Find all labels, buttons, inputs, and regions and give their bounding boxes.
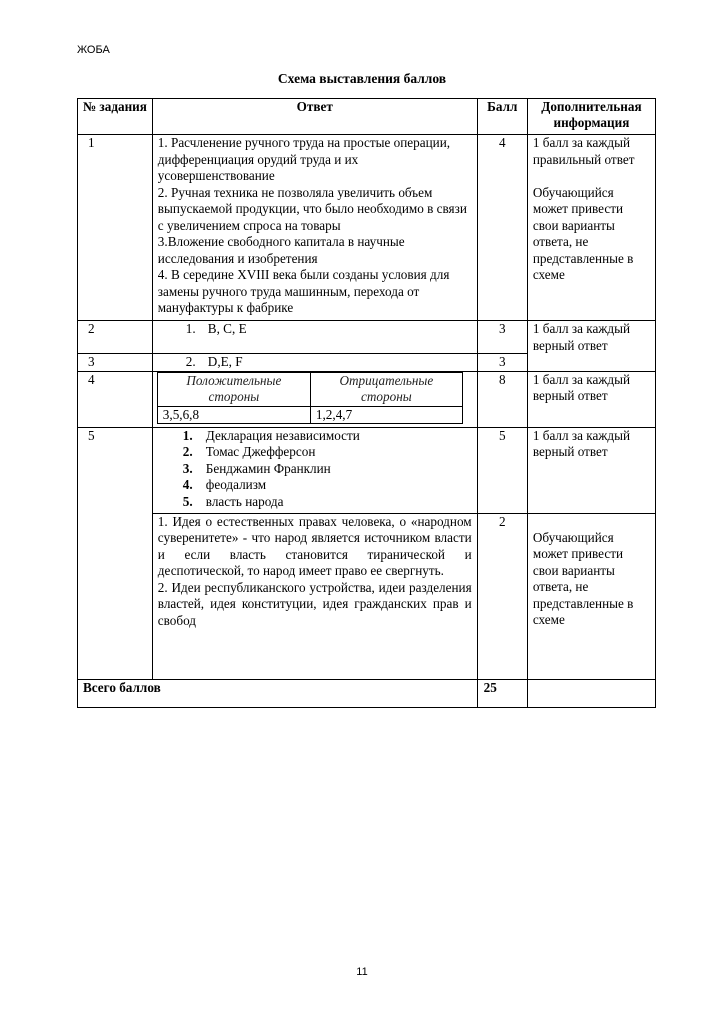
- score-value: 8: [477, 371, 527, 427]
- item-number: 2.: [182, 444, 193, 459]
- answer-text: 1. Расчленение ручного труда на простые операции, дифференциация орудий труда и их усовершенствование 2. Ручная техника не позволяла увеличить объем выпускаемой продукции, что было необходимо в связи с увеличением спроса на товары 3.Вложение свободного капитала в научные исследования и изобретения 4. В середине XVIII века были созданы условия для замены ручного труда машинным, перехода от мануфактуры к фабрике: [152, 135, 477, 321]
- list-item: [158, 354, 472, 371]
- item-text: D,E, F: [207, 354, 243, 369]
- answer-cell: [152, 321, 477, 354]
- score-value: 2: [477, 513, 527, 679]
- info-text: 1 балл за каждый верный ответ: [527, 427, 655, 513]
- page-number: 11: [356, 966, 368, 978]
- item-number: 4.: [182, 477, 193, 492]
- list-item: [158, 321, 472, 338]
- table-row: [78, 371, 656, 427]
- score-value: 5: [477, 427, 527, 513]
- item-number: 1.: [182, 427, 193, 443]
- list-item: [158, 494, 472, 511]
- list-item: [158, 444, 472, 461]
- positive-sides-value: 3,5,6,8: [157, 406, 310, 424]
- column-header-info: Дополнительная информация: [527, 99, 655, 135]
- task-number: 5: [78, 427, 153, 679]
- info-text: 1 балл за каждый верный ответ: [527, 371, 655, 427]
- item-text: власть народа: [205, 493, 284, 509]
- total-row: [78, 679, 656, 707]
- column-header-score: Балл: [477, 99, 527, 135]
- answer-text: 1. Идея о естественных правах человека, о «народном суверенитете» - что народ является источником власти и если власть становится тиранической и деспотической, то народ имеет право ее свергнуть. 2. Идеи республиканского устройства, идеи разделения властей, идея конституции, идея гражданских прав и свобод: [152, 513, 477, 679]
- table-row: [78, 321, 656, 354]
- total-info-empty: [527, 679, 655, 707]
- document-header-code: ЖОБА: [77, 44, 110, 56]
- item-number: 1.: [185, 321, 196, 336]
- table-row: [78, 513, 656, 679]
- answer-cell: [152, 427, 477, 513]
- item-text: Томас Джефферсон: [205, 444, 316, 459]
- scoring-table: [77, 98, 656, 708]
- info-text: Обучающийся может привести свои варианты ответа, не представленные в схеме: [527, 513, 655, 679]
- item-text: Бенджамин Франклин: [205, 460, 331, 476]
- sides-table: [157, 372, 463, 425]
- column-header-number: № задания: [78, 99, 153, 135]
- item-number: 5.: [182, 493, 193, 509]
- table-row: [78, 135, 656, 321]
- answer-list: [158, 321, 472, 338]
- task-number: 1: [78, 135, 153, 321]
- answer-list: [158, 354, 472, 371]
- score-value: 4: [477, 135, 527, 321]
- list-item: [158, 428, 472, 445]
- task-number: 3: [78, 354, 153, 372]
- info-text: 1 балл за каждый верный ответ: [527, 321, 655, 372]
- score-value: 3: [477, 354, 527, 372]
- answer-cell: [152, 371, 477, 427]
- item-text: феодализм: [205, 477, 267, 492]
- total-value: 25: [477, 679, 527, 707]
- negative-sides-value: 1,2,4,7: [310, 406, 462, 424]
- info-text: 1 балл за каждый правильный ответ Обучающийся может привести свои варианты ответа, не представленные в схеме: [527, 135, 655, 321]
- task-number: 4: [78, 371, 153, 427]
- task-number: 2: [78, 321, 153, 354]
- list-item: [158, 477, 472, 494]
- total-label: Всего баллов: [78, 679, 478, 707]
- item-number: 2.: [185, 354, 196, 369]
- item-text: B, C, E: [207, 321, 247, 336]
- negative-sides-header: Отрицательные стороны: [310, 372, 462, 406]
- column-header-answer: Ответ: [152, 99, 477, 135]
- table-header-row: [78, 99, 656, 135]
- list-item: [158, 461, 472, 478]
- answer-cell: [152, 354, 477, 372]
- page-title: Схема выставления баллов: [277, 71, 447, 86]
- item-number: 3.: [182, 460, 193, 476]
- table-row: [78, 427, 656, 513]
- score-value: 3: [477, 321, 527, 354]
- item-text: Декларация независимости: [205, 427, 360, 443]
- positive-sides-header: Положительные стороны: [157, 372, 310, 406]
- answer-list: [158, 428, 472, 511]
